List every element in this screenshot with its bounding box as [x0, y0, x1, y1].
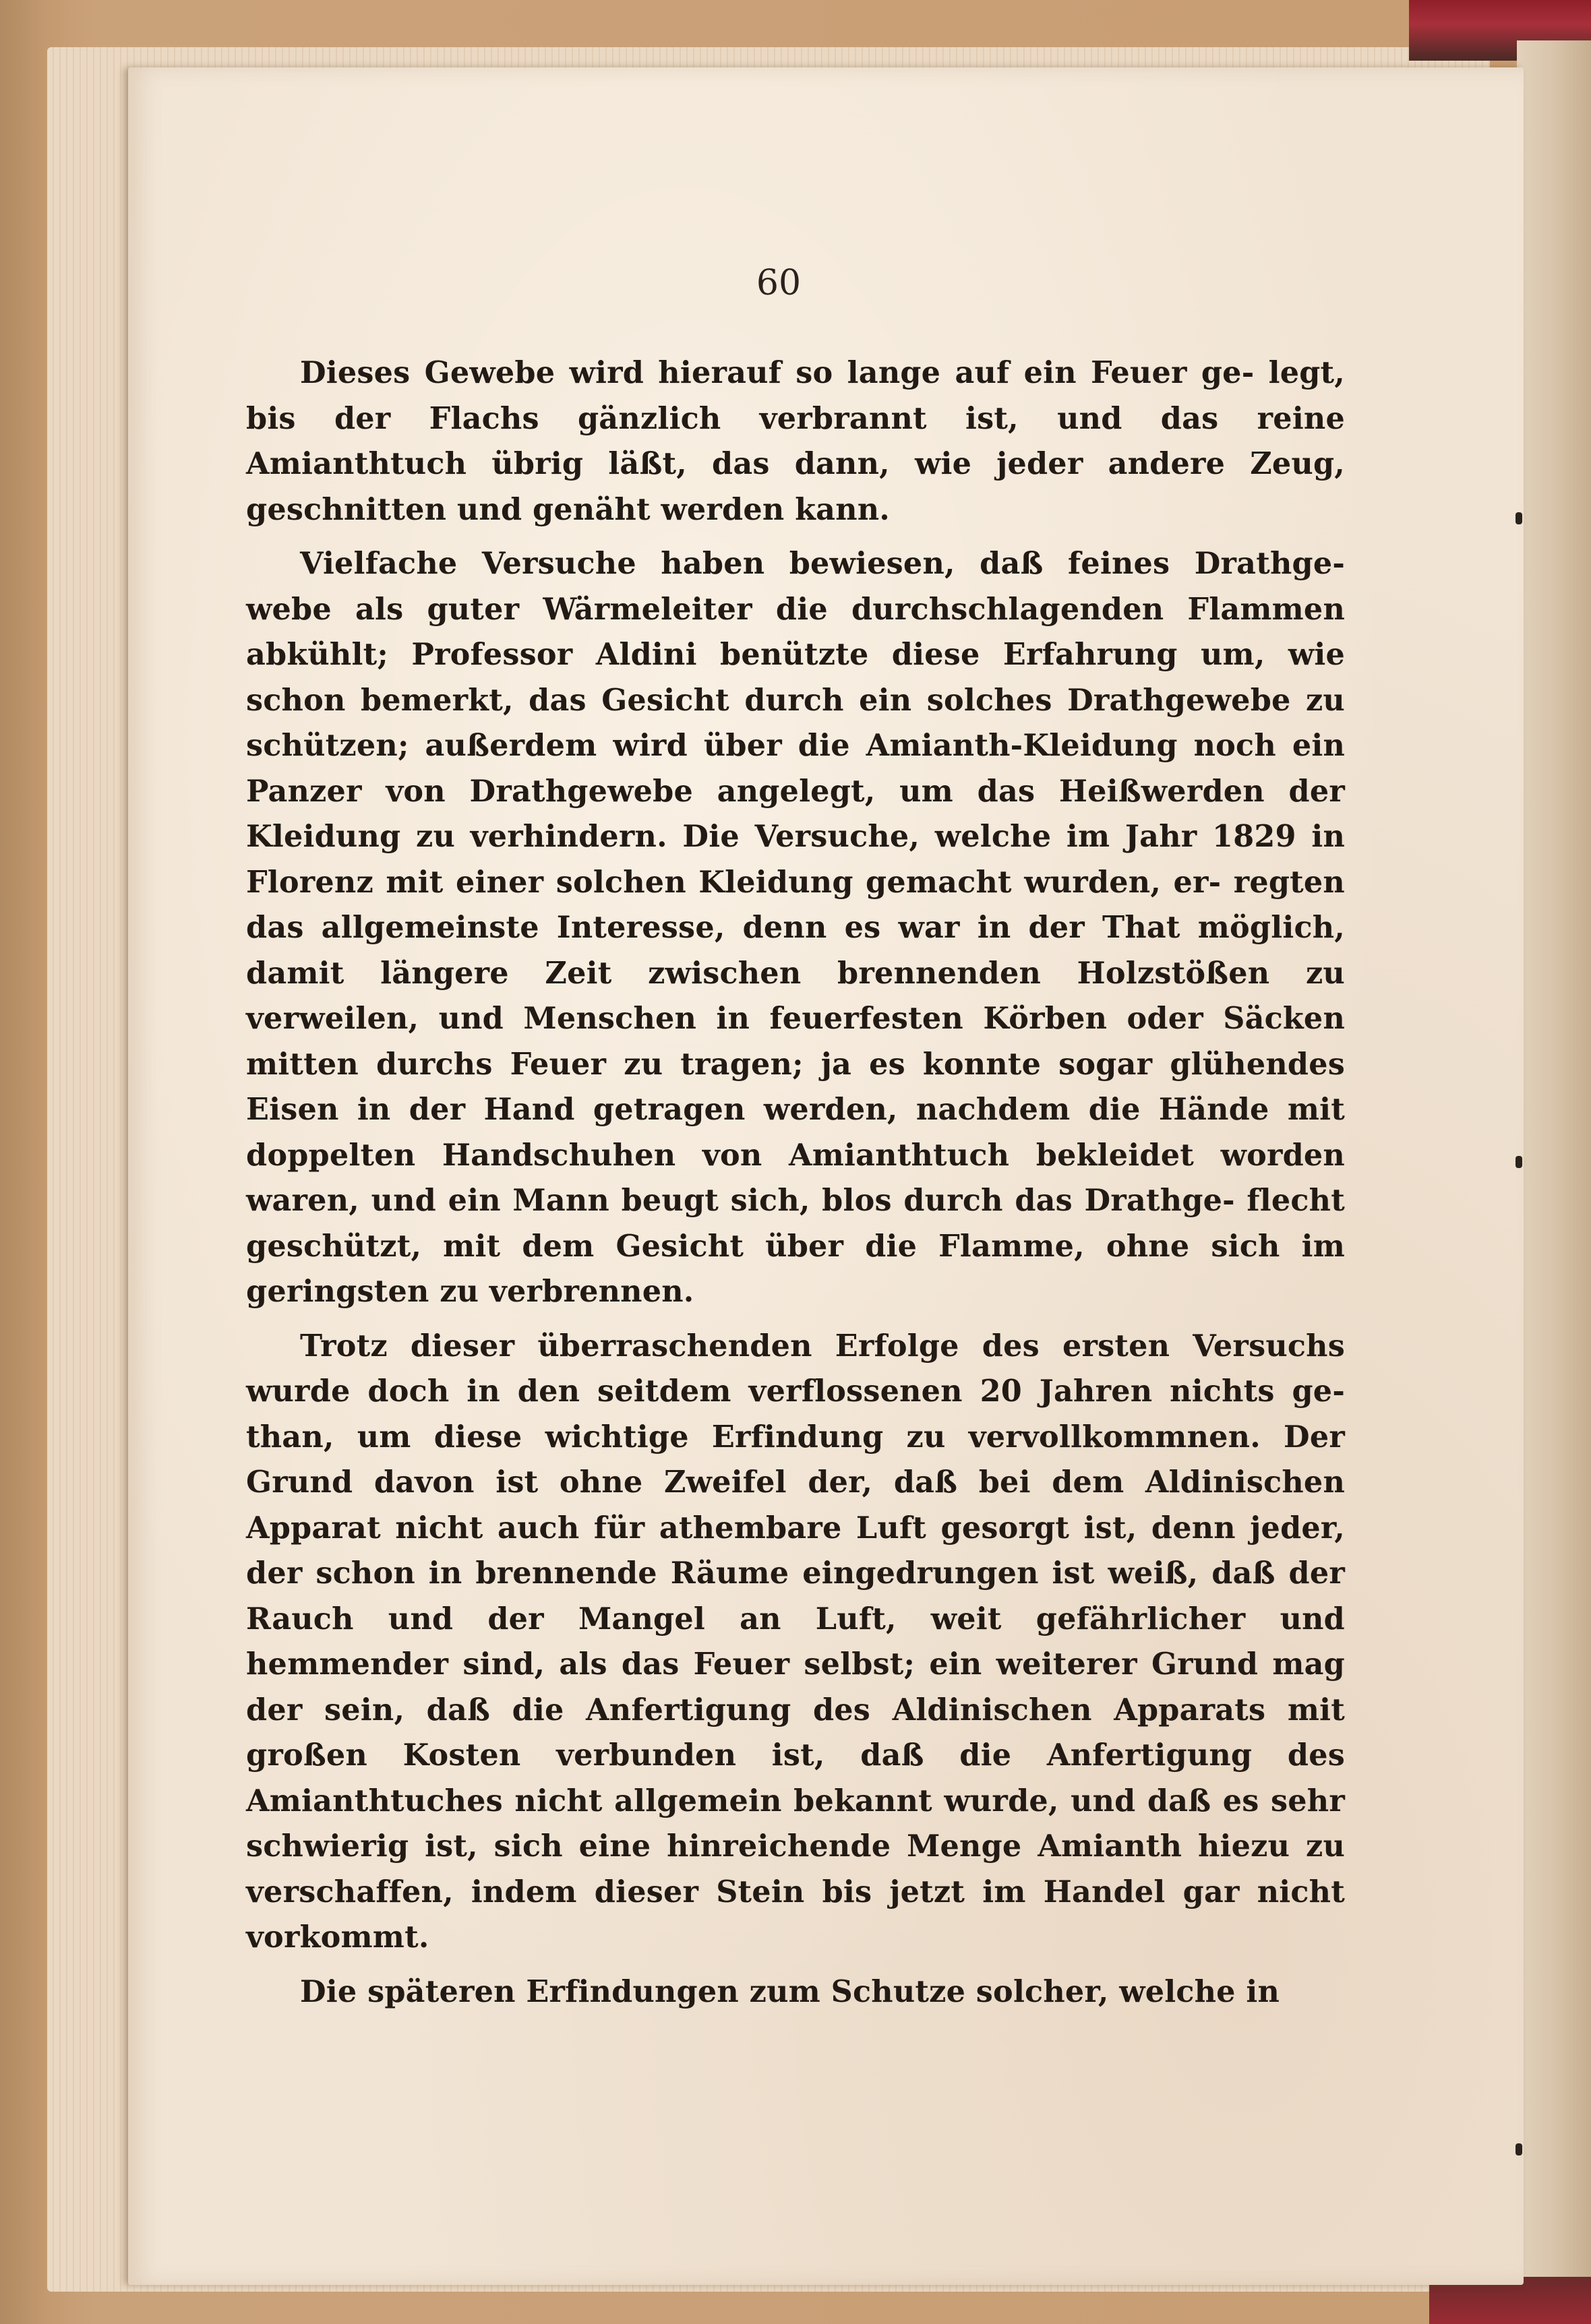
- page-mark: [1515, 512, 1522, 524]
- body-text: [246, 350, 1345, 2023]
- next-page-edge: [1517, 40, 1591, 2324]
- paragraph: Vielfache Versuche haben bewiesen, daß feines Drathge- webe als guter Wärmeleiter die durchschlagenden Flammen abkühlt; Professor Aldini benützte diese Erfahrung um, wie schon bemerkt, das Gesicht durch ein solches Drathgewebe zu schützen; außerdem wird über die Amianth-Kleidung noch ein Panzer von Drathgewebe angelegt, um das Heißwerden der Kleidung zu verhindern. Die Versuche, welche im Jahr 1829 in Florenz mit einer solchen Kleidung gemacht wurden, er- regten das allgemeinste Interesse, denn es war in der That möglich, damit längere Zeit zwischen brennenden Holzstößen zu verweilen, und Menschen in feuerfesten Körben oder Säcken mitten durchs Feuer zu tragen; ja es konnte sogar glühendes Eisen in der Hand getragen werden, nachdem die Hände mit doppelten Handschuhen von Amianthtuch bekleidet worden waren, und ein Mann beugt sich, blos durch das Drathge- flecht geschützt, mit dem Gesicht über die Flamme, ohne sich im geringsten zu verbrennen.: [246, 546, 1345, 1309]
- paragraph: Die späteren Erfindungen zum Schutze solcher, welche in: [300, 1974, 1280, 2009]
- page-mark: [1515, 2143, 1522, 2155]
- page-number: 60: [756, 263, 802, 303]
- paragraph: Trotz dieser überraschenden Erfolge des ersten Versuchs wurde doch in den seitdem verflossenen 20 Jahren nichts ge- than, um diese wichtige Erfindung zu vervollkommnen. Der Grund davon ist ohne Zweifel der, daß bei dem Aldinischen Apparat nicht auch für athembare Luft gesorgt ist, denn jeder, der schon in brennende Räume eingedrungen ist weiß, daß der Rauch und der Mangel an Luft, weit gefährlicher und hemmender sind, als das Feuer selbst; ein weiterer Grund mag der sein, daß die Anfertigung des Aldinischen Apparats mit großen Kosten verbunden ist, daß die Anfertigung des Amianthtuches nicht allgemein bekannt wurde, und daß es sehr schwierig ist, sich eine hinreichende Menge Amianth hiezu zu verschaffen, indem dieser Stein bis jetzt im Handel gar nicht vorkommt.: [246, 1328, 1345, 1955]
- paragraph: Dieses Gewebe wird hierauf so lange auf ein Feuer ge- legt, bis der Flachs gänzlich verbrannt ist, und das reine Amianthtuch übrig läßt, das dann, wie jeder andere Zeug, geschnitten und genäht werden kann.: [246, 355, 1345, 527]
- page-mark: [1515, 1156, 1522, 1168]
